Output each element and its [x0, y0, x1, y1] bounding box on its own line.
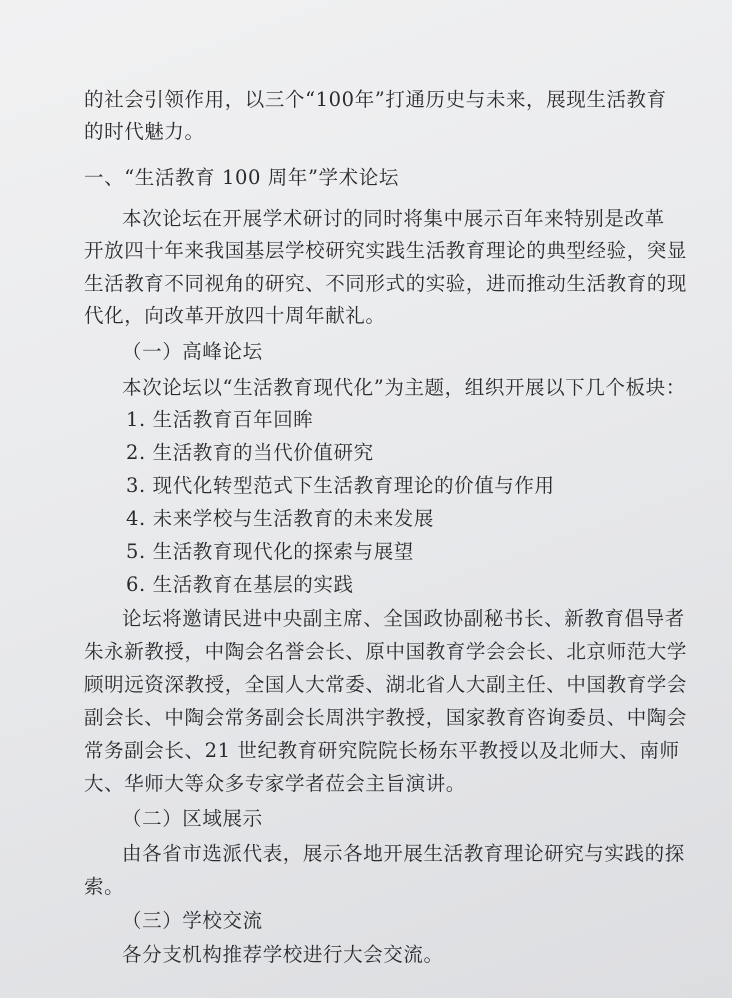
list-item: 2. 生活教育的当代价值研究 — [126, 441, 374, 464]
list-item: 5. 生活教育现代化的探索与展望 — [126, 540, 414, 563]
list-item: 6. 生活教育在基层的实践 — [126, 573, 354, 596]
subsection-1-heading: （一）高峰论坛 — [122, 340, 263, 363]
subsection-3-line: 各分支机构推荐学校进行大会交流。 — [122, 943, 444, 966]
section-1-para-line: 开放四十年来我国基层学校研究实践生活教育理论的典型经验，突显 — [84, 239, 688, 262]
speakers-line: 副会长、中陶会常务副会长周洪宇教授，国家教育咨询委员、中陶会 — [84, 706, 688, 729]
section-1-para-line: 本次论坛在开展学术研讨的同时将集中展示百年来特别是改革 — [122, 207, 665, 230]
section-1-heading: 一、“生活教育 100 周年”学术论坛 — [84, 166, 399, 189]
subsection-2-line: 索。 — [84, 875, 125, 898]
intro-line-2: 的时代魅力。 — [84, 120, 205, 143]
speakers-line: 朱永新教授，中陶会名誉会长、原中国教育学会会长、北京师范大学 — [84, 640, 688, 663]
subsection-2-line: 由各省市选派代表，展示各地开展生活教育理论研究与实践的探 — [122, 842, 685, 865]
subsection-2-heading: （二）区域展示 — [122, 807, 263, 830]
section-1-para-line: 生活教育不同视角的研究、不同形式的实验，进而推动生活教育的现 — [84, 272, 688, 295]
speakers-line: 常务副会长、21 世纪教育研究院院长杨东平教授以及北师大、南师 — [84, 739, 680, 762]
speakers-line: 顾明远资深教授，全国人大常委、湖北省人大副主任、中国教育学会 — [84, 673, 688, 696]
section-1-para-line: 代化，向改革开放四十周年献礼。 — [84, 304, 386, 327]
speakers-line: 论坛将邀请民进中央副主席、全国政协副秘书长、新教育倡导者 — [122, 607, 685, 630]
list-item: 1. 生活教育百年回眸 — [126, 408, 314, 431]
subsection-3-heading: （三）学校交流 — [122, 909, 263, 932]
list-item: 3. 现代化转型范式下生活教育理论的价值与作用 — [126, 474, 555, 497]
intro-line-1: 的社会引领作用，以三个“100年”打通历史与未来，展现生活教育 — [84, 88, 667, 111]
list-item: 4. 未来学校与生活教育的未来发展 — [126, 507, 435, 530]
speakers-line: 大、华师大等众多专家学者莅会主旨演讲。 — [84, 772, 466, 795]
subsection-1-intro: 本次论坛以“生活教育现代化”为主题，组织开展以下几个板块： — [122, 376, 686, 399]
